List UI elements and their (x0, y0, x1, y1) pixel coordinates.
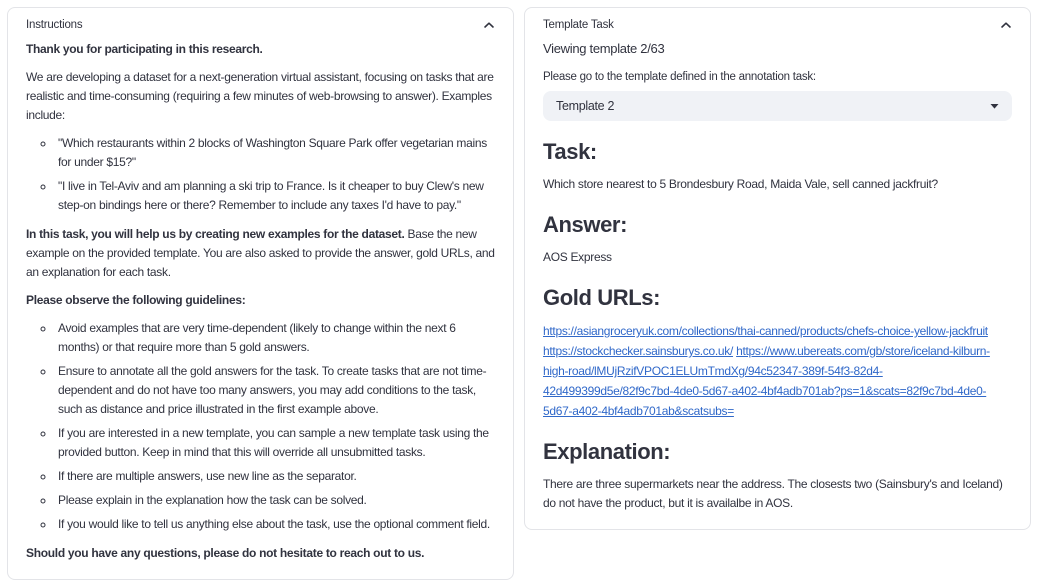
gold-url-link[interactable]: https://stockchecker.sainsburys.co.uk/ (543, 344, 734, 358)
task-paragraph-rest: Base the new example on the provided template. You are also asked to provide the answer, gold URLs, and an explanation for each task. (26, 227, 495, 279)
instructions-panel (7, 7, 514, 580)
template-select-value: Template 2 (556, 99, 615, 113)
chevron-up-icon[interactable] (483, 21, 495, 29)
template-select-label: Please go to the template defined in the annotation task: (543, 71, 816, 83)
chevron-up-icon[interactable] (1000, 21, 1012, 29)
intro-paragraph: We are developing a dataset for a next-generation virtual assistant, focusing on tasks that are realistic and time-consuming (requiring a few minutes of web-browsing to answer). Examples include: (26, 70, 494, 122)
answer-heading: Answer: (543, 212, 627, 237)
explanation-heading: Explanation: (543, 439, 671, 464)
guidelines-heading: Please observe the following guidelines: (26, 293, 246, 307)
intro-bold-text: Thank you for participating in this research. (26, 42, 263, 56)
closing-bold-text: Should you have any questions, please do not hesitate to reach out to us. (26, 546, 425, 560)
template-select[interactable] (543, 91, 1012, 121)
answer-text: AOS Express (543, 250, 612, 264)
list-item: ◦ If there are multiple answers, use new line as the separator. (55, 467, 495, 486)
instructions-body (26, 40, 495, 563)
list-item: ◦ Ensure to annotate all the gold answers for the task. To create tasks that are not time-dependent and do not have too many answers, you may add conditions to the task, such as distance and price illustrated in the first example above. (55, 362, 495, 419)
template-task-title: Template Task (543, 19, 614, 31)
instructions-title: Instructions (26, 19, 83, 31)
task-paragraph-bold-lead: In this task, you will help us by creating new examples for the dataset. (26, 227, 405, 241)
guidelines-list (26, 319, 495, 534)
task-text: Which store nearest to 5 Brondesbury Road, Maida Vale, sell canned jackfruit? (543, 177, 938, 191)
template-task-expander-header[interactable] (543, 19, 1012, 31)
caret-down-icon (990, 104, 999, 109)
list-item: ◦ Avoid examples that are very time-dependent (likely to change within the next 6 months) or that require more than 5 gold answers. (55, 319, 495, 357)
gold-url-link[interactable]: https://www.ubereats.com/gb/store/iceland-kilburn-high-road/lMUjRzifVPOC1ELUmTmdXg/94c52347-389f-54f3-82d4-42d499399d5e/82f9c7bd-4de0-5d67-a402-4bf4adb701ab?ps=1&scats=82f9c7bd-4de0-5d67-a402-4bf4adb701ab&scatsubs= (543, 344, 990, 418)
explanation-text: There are three supermarkets near the address. The closests two (Sainsbury's and Iceland) do not have the product, but it is availalbe in AOS. (543, 477, 1003, 510)
list-item: ◦ "I live in Tel-Aviv and am planning a ski trip to France. Is it cheaper to buy Clew's new step-on bindings here or there? Remember to include any taxes I'd have to pay." (55, 177, 495, 215)
task-paragraph (26, 225, 495, 282)
template-task-panel (524, 7, 1031, 530)
list-item: ◦ Please explain in the explanation how the task can be solved. (55, 491, 495, 510)
viewing-template-count: Viewing template 2/63 (543, 41, 665, 56)
task-heading: Task: (543, 139, 597, 164)
gold-urls-list (543, 321, 1012, 421)
instructions-expander-header[interactable] (26, 19, 495, 31)
examples-list (26, 134, 495, 215)
gold-url-link[interactable]: https://asiangroceryuk.com/collections/thai-canned/products/chefs-choice-yellow-jackfruit (543, 324, 988, 338)
list-item: ◦ "Which restaurants within 2 blocks of Washington Square Park offer vegetarian mains for under $15?" (55, 134, 495, 172)
list-item: ◦ If you are interested in a new template, you can sample a new template task using the provided button. Keep in mind that this will override all unsubmitted tasks. (55, 424, 495, 462)
list-item: ◦ If you would like to tell us anything else about the task, use the optional comment field. (55, 515, 495, 534)
gold-urls-heading: Gold URLs: (543, 285, 660, 310)
